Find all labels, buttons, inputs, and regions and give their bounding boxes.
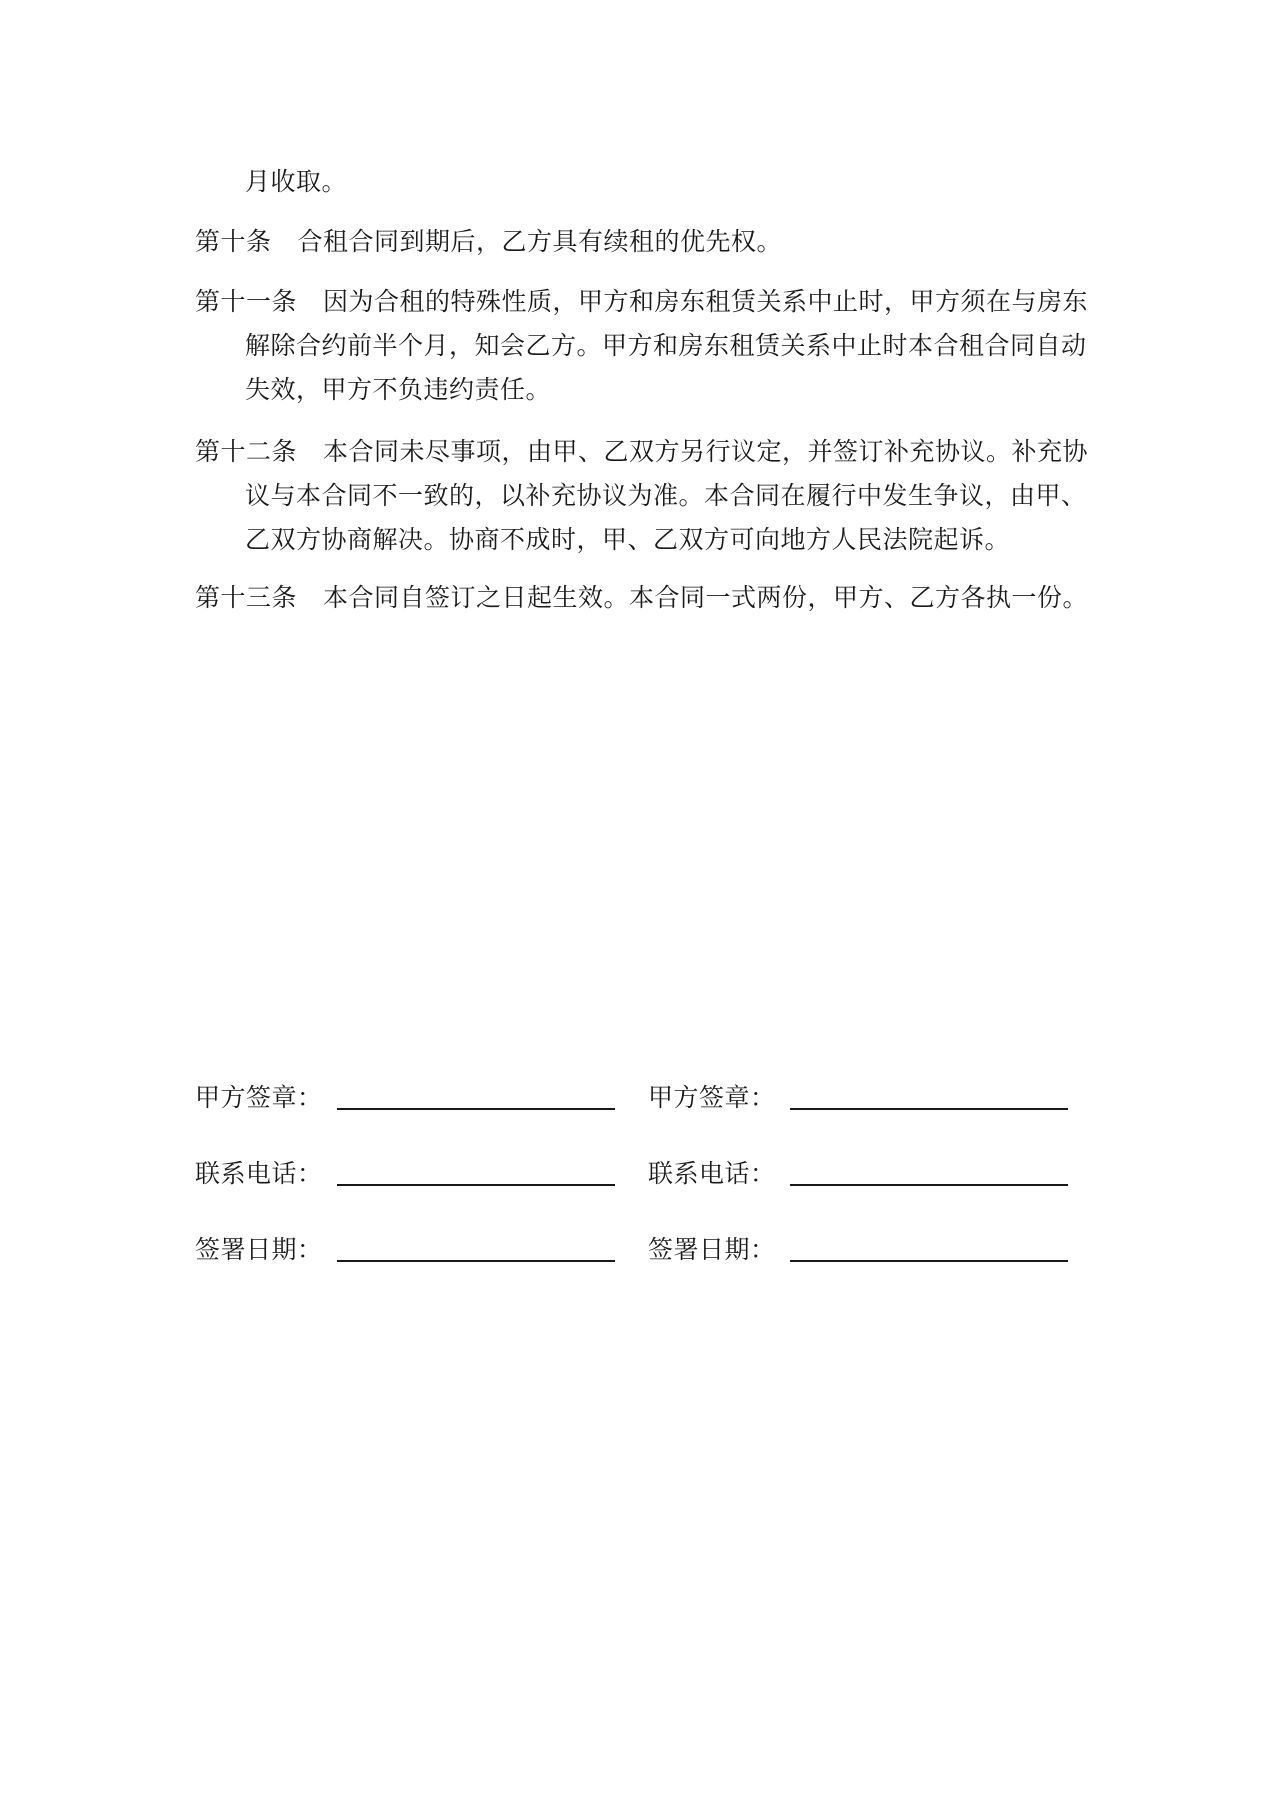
continuation-text-block bbox=[195, 160, 1095, 204]
right-phone-line[interactable] bbox=[790, 1152, 1068, 1186]
clause-13-line-1: 本合同自签订之日起生效。本合同一式两份，甲方、乙方各执一份。 bbox=[323, 583, 1089, 612]
left-phone-row bbox=[195, 1152, 615, 1196]
left-phone-line[interactable] bbox=[337, 1152, 615, 1186]
left-date-row bbox=[195, 1228, 615, 1272]
left-seal-label: 甲方签章： bbox=[195, 1083, 323, 1112]
clause-11 bbox=[195, 280, 1095, 412]
clause-12-line-1: 本合同未尽事项，由甲、乙双方另行议定，并签订补充协议。补充协 bbox=[323, 437, 1089, 466]
right-phone-row bbox=[648, 1152, 1068, 1196]
clause-11-line-1: 因为合租的特殊性质，甲方和房东租赁关系中止时，甲方须在与房东 bbox=[323, 287, 1089, 316]
clause-11-line-3: 失效，甲方不负违约责任。 bbox=[245, 375, 552, 404]
clause-10-line-1: 合租合同到期后，乙方具有续租的优先权。 bbox=[297, 227, 783, 256]
right-seal-label: 甲方签章： bbox=[648, 1083, 776, 1112]
clause-10-label: 第十条 bbox=[195, 227, 272, 256]
left-date-line[interactable] bbox=[337, 1228, 615, 1262]
clause-10 bbox=[195, 220, 1095, 264]
clause-13 bbox=[195, 576, 1095, 620]
right-seal-row bbox=[648, 1076, 1068, 1120]
left-seal-row bbox=[195, 1076, 615, 1120]
clause-12 bbox=[195, 430, 1095, 562]
left-phone-label: 联系电话： bbox=[195, 1159, 323, 1188]
right-date-row bbox=[648, 1228, 1068, 1272]
right-date-label: 签署日期： bbox=[648, 1235, 776, 1264]
right-seal-line[interactable] bbox=[790, 1076, 1068, 1110]
right-phone-label: 联系电话： bbox=[648, 1159, 776, 1188]
continuation-text: 月收取。 bbox=[245, 167, 348, 196]
left-seal-line[interactable] bbox=[337, 1076, 615, 1110]
clause-11-label: 第十一条 bbox=[195, 287, 298, 316]
clause-12-line-2: 议与本合同不一致的，以补充协议为准。本合同在履行中发生争议，由甲、 bbox=[245, 481, 1087, 510]
clause-13-label: 第十三条 bbox=[195, 583, 298, 612]
clause-12-label: 第十二条 bbox=[195, 437, 298, 466]
clause-11-line-2: 解除合约前半个月，知会乙方。甲方和房东租赁关系中止时本合租合同自动 bbox=[245, 331, 1087, 360]
clause-12-line-3: 乙双方协商解决。协商不成时，甲、乙双方可向地方人民法院起诉。 bbox=[245, 525, 1011, 554]
left-date-label: 签署日期： bbox=[195, 1235, 323, 1264]
right-date-line[interactable] bbox=[790, 1228, 1068, 1262]
